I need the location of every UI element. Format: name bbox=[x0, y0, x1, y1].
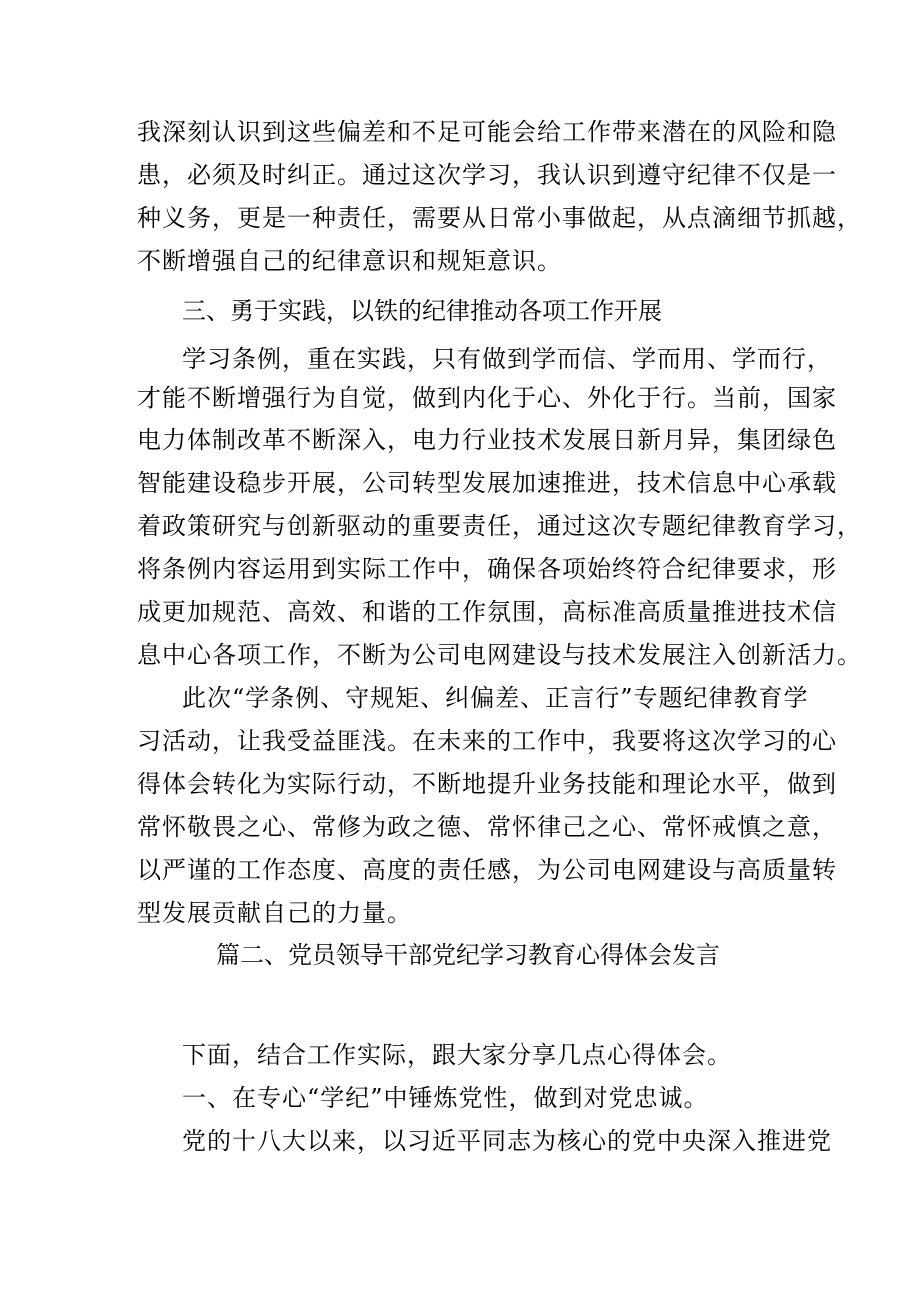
closing-line-2: 习活动，让我受益匪浅。在未来的工作中，我要将这次学习的心 bbox=[137, 727, 837, 755]
section-three-line-3: 电力体制改革不断深入，电力行业技术发展日新月异，集团绿色 bbox=[137, 426, 837, 454]
article-two-intro: 下面，结合工作实际，跟大家分享几点心得体会。 bbox=[182, 1041, 732, 1069]
continuation-line-3: 种义务，更是一种责任，需要从日常小事做起，从点滴细节抓越， bbox=[137, 204, 862, 232]
section-three-line-4: 智能建设稳步开展，公司转型发展加速推进，技术信息中心承载 bbox=[137, 469, 837, 497]
section-three-line-2: 才能不断增强行为自觉，做到内化于心、外化于行。当前，国家 bbox=[137, 384, 837, 412]
continuation-line-2: 患，必须及时纠正。通过这次学习，我认识到遵守纪律不仅是一 bbox=[137, 161, 837, 189]
continuation-line-4: 不断增强自己的纪律意识和规矩意识。 bbox=[137, 247, 562, 275]
section-three-line-1: 学习条例，重在实践，只有做到学而信、学而用、学而行， bbox=[182, 345, 832, 373]
closing-line-4: 常怀敬畏之心、常修为政之德、常怀律己之心、常怀戒慎之意， bbox=[137, 813, 837, 841]
continuation-line-1: 我深刻认识到这些偏差和不足可能会给工作带来潜在的风险和隐 bbox=[137, 118, 837, 146]
section-three-line-6: 将条例内容运用到实际工作中，确保各项始终符合纪律要求，形 bbox=[137, 555, 837, 583]
article-two-title: 篇二、党员领导干部党纪学习教育心得体会发言 bbox=[216, 941, 720, 969]
closing-line-3: 得体会转化为实际行动，不断地提升业务技能和理论水平，做到 bbox=[137, 770, 837, 798]
section-three-line-8: 息中心各项工作，不断为公司电网建设与技术发展注入创新活力。 bbox=[137, 641, 862, 669]
closing-line-6: 型发展贡献自己的力量。 bbox=[137, 899, 412, 927]
closing-line-5: 以严谨的工作态度、高度的责任感，为公司电网建设与高质量转 bbox=[137, 856, 837, 884]
section-three-heading: 三、勇于实践，以铁的纪律推动各项工作开展 bbox=[182, 297, 662, 325]
section-three-line-5: 着政策研究与创新驱动的重要责任，通过这次专题纪律教育学习， bbox=[137, 512, 862, 540]
closing-line-1: 此次“学条例、守规矩、纠偏差、正言行”专题纪律教育学 bbox=[182, 684, 809, 712]
article-two-point-one: 一、在专心“学纪”中锤炼党性，做到对党忠诚。 bbox=[182, 1084, 709, 1112]
section-three-line-7: 成更加规范、高效、和谐的工作氛围，高标准高质量推进技术信 bbox=[137, 598, 837, 626]
article-two-paragraph-start: 党的十八大以来，以习近平同志为核心的党中央深入推进党 bbox=[182, 1127, 832, 1155]
